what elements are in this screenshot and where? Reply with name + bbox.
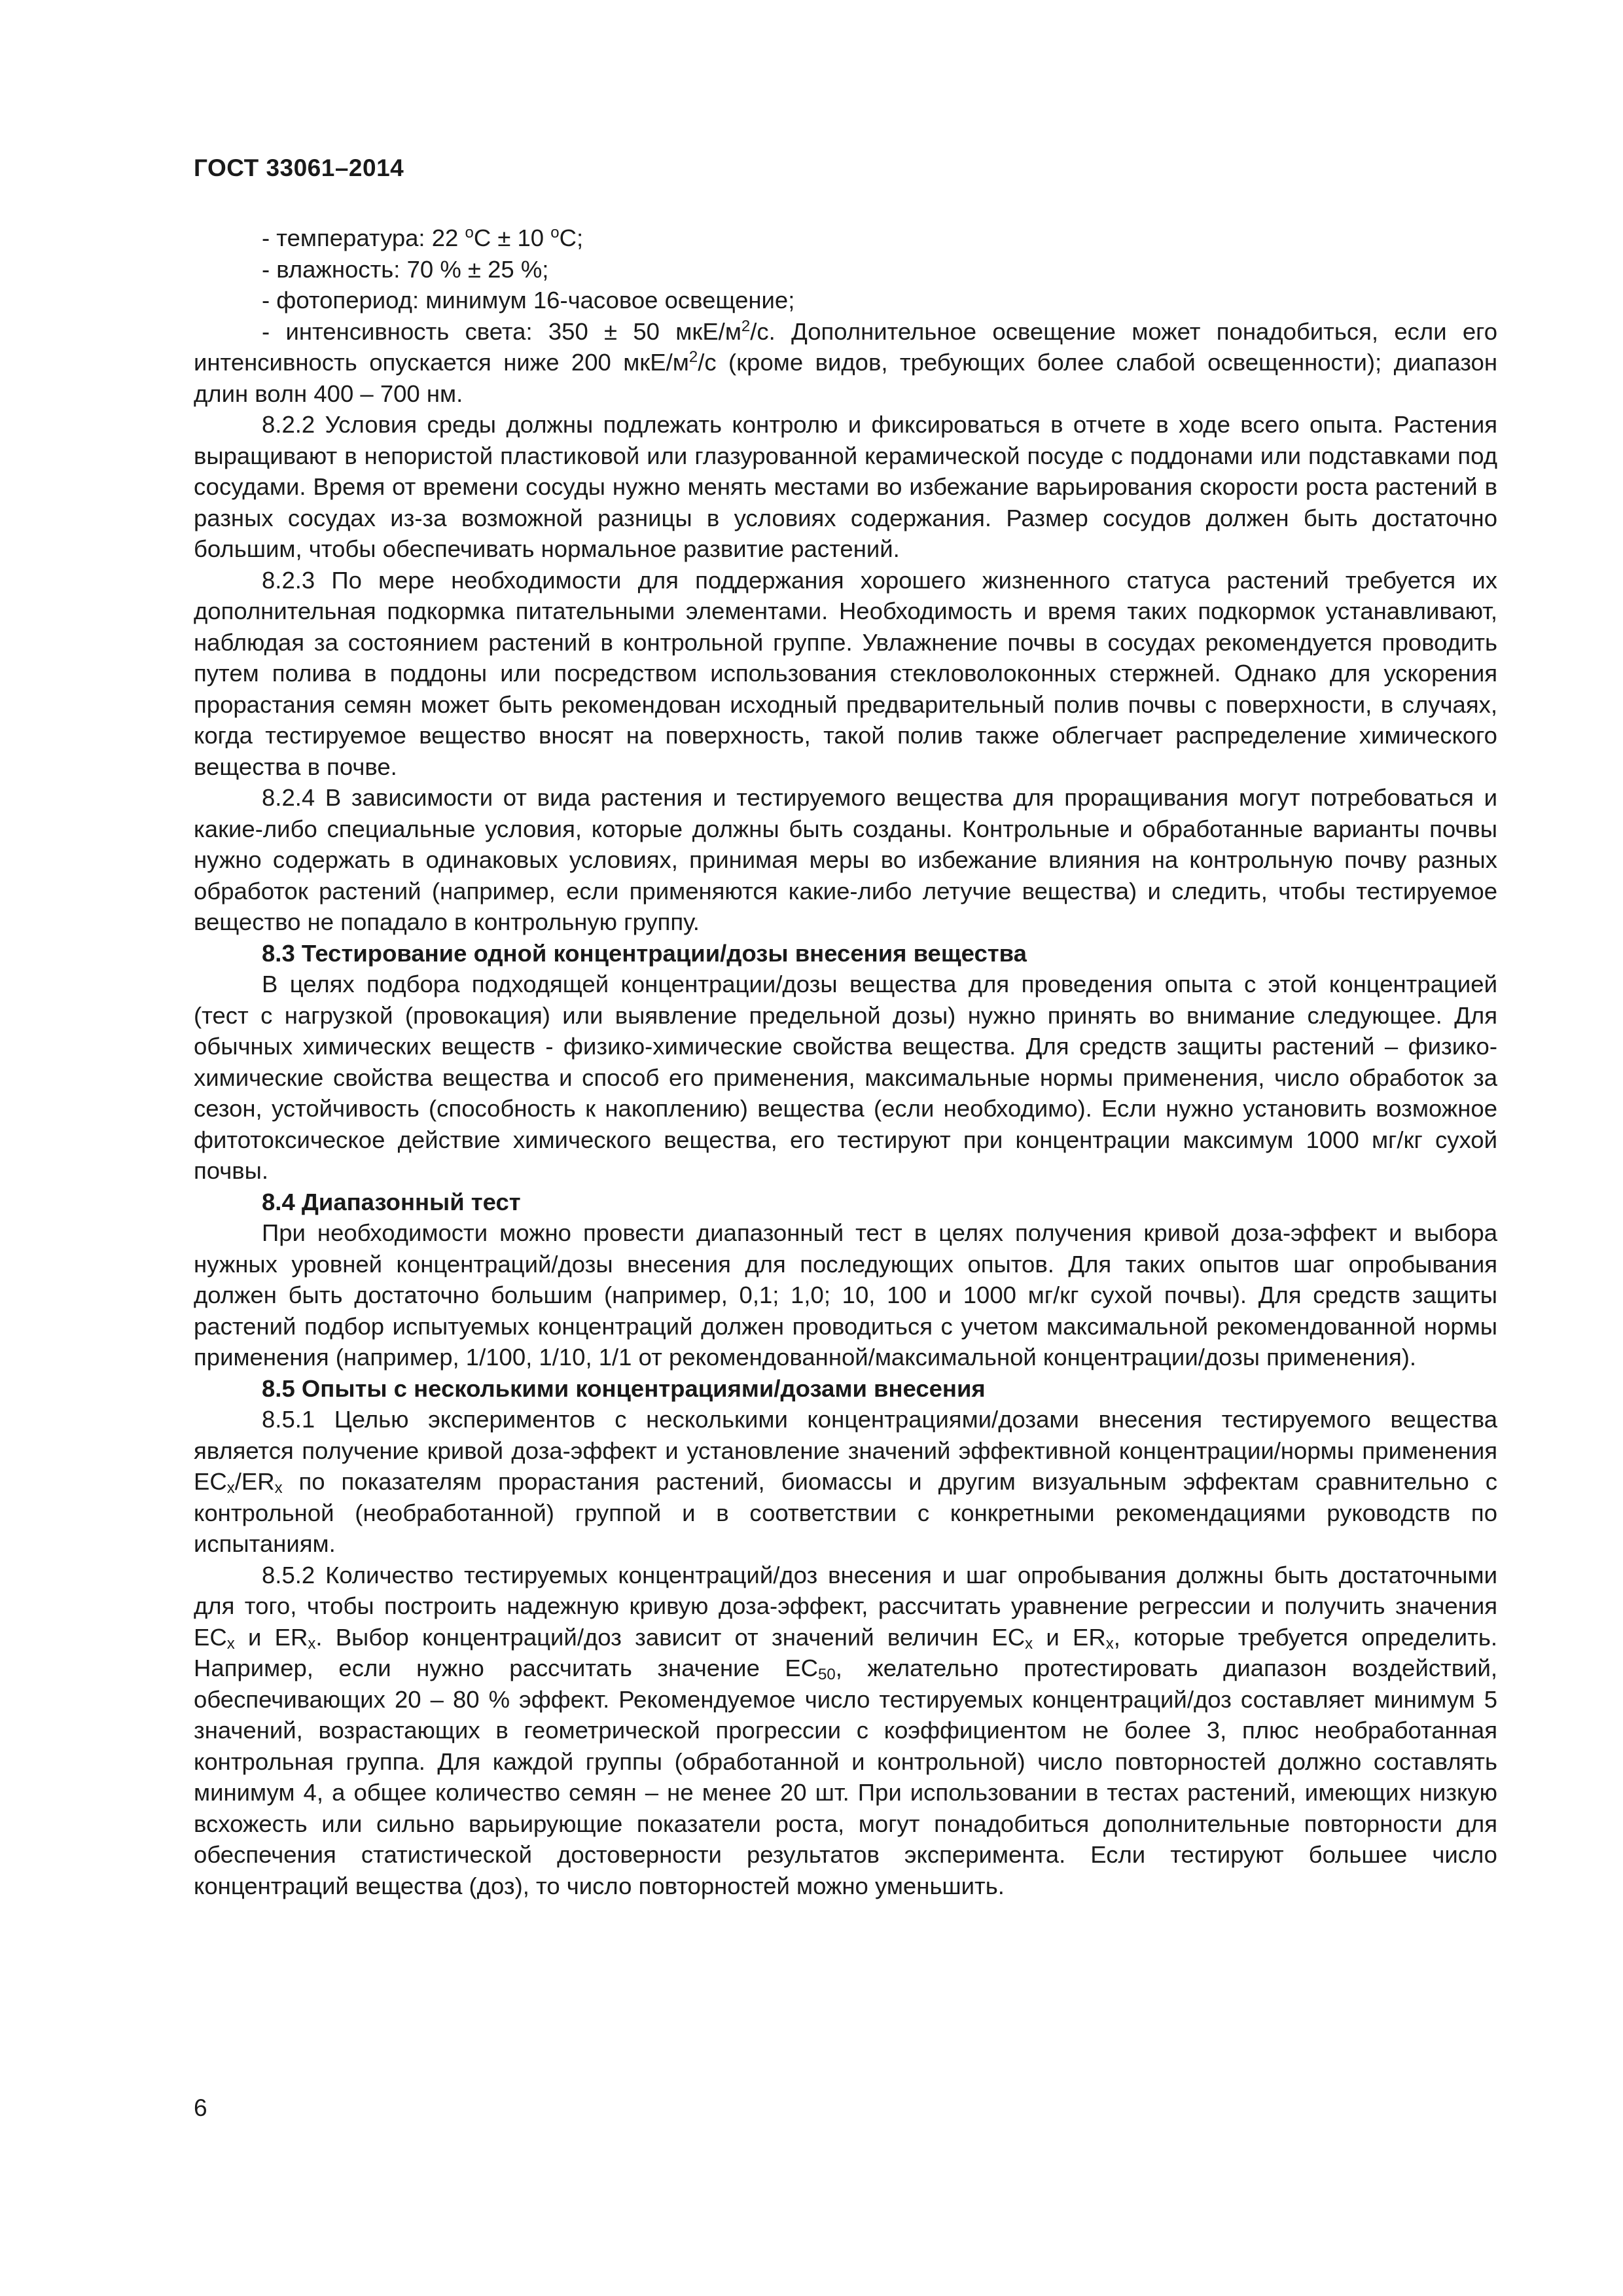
text-run: - фотопериод: минимум 16-часовое освещение;	[262, 287, 795, 314]
list-item-light-intensity	[194, 316, 1497, 410]
text-run: /ER	[234, 1468, 275, 1495]
text-run: , желательно протестировать диапазон воздействий, обеспечивающих 20 – 80 % эффект. Рекомендуемое число тестируемых концентраций/доз составляет минимум 5 значений, возрастающих в геометрической прогрессии с коэффициентом не более 3, плюс необработанная контрольная группа. Для каждой группы (обработанной и контрольной) число повторностей должно составлять минимум 4, а общее количество семян – не менее 20 шт. При использовании в тестах растений, имеющих низкую всхожесть или сильно варьирующие показатели роста, могут понадобиться дополнительные повторности для обеспечения статистической достоверности результатов эксперимента. Если тестируют большее число концентраций вещества (доз), то число повторностей можно уменьшить.	[194, 1655, 1497, 1899]
text-run: С;	[559, 224, 584, 251]
text-run: - интенсивность света: 350 ± 50 мкЕ/м	[262, 317, 741, 345]
text-run: - температура: 22	[262, 224, 465, 251]
paragraph-8-3	[194, 969, 1497, 1187]
subscript: x	[1105, 1634, 1114, 1653]
text-run: В целях подбора подходящей концентрации/дозы вещества для проведения опыта с этой концентрацией (тест с нагрузкой (провокация) или выявление предельной дозы) нужно принять во внимание следующее. Для обычных химических веществ - физико-химические свойства вещества. Для средств защиты растений – физико-химические свойства вещества и способ его применения, максимальные нормы применения, число обработок за сезон, устойчивость (способность к накоплению) вещества (если необходимо). Если нужно установить возможное фитотоксическое действие химического вещества, его тестируют при концентрации максимум 1000 мг/кг сухой почвы.	[194, 971, 1497, 1184]
section-heading-8-3	[194, 938, 1497, 969]
text-run: и ER	[234, 1623, 308, 1651]
text-run: При необходимости можно провести диапазонный тест в целях получения кривой доза-эффект и выбора нужных уровней концентраций/дозы внесения для последующих опытов. Для таких опытов шаг опробывания должен быть достаточно большим (например, 0,1; 1,0; 10, 100 и 1000 мг/кг сухой почвы). Для средств защиты растений подбор испытуемых концентраций должен проводиться с учетом максимальной рекомендованной нормы применения (например, 1/100, 1/10, 1/1 от рекомендованной/максимальной концентрации/дозы применения).	[194, 1219, 1497, 1371]
subscript: x	[274, 1479, 283, 1497]
text-run: 8.5.1 Целью экспериментов с несколькими концентрациями/дозами внесения тестируемого вещества является получение кривой доза-эффект и установление значений эффективной концентрации/нормы применения EC	[194, 1406, 1497, 1495]
subscript: x	[226, 1479, 235, 1497]
superscript: 2	[688, 348, 698, 366]
text-run: и ER	[1033, 1623, 1106, 1651]
document-body	[194, 223, 1497, 1901]
subscript: x	[308, 1634, 316, 1653]
text-run: 8.2.4 В зависимости от вида растения и тестируемого вещества для проращивания могут потребоваться и какие-либо специальные условия, которые должны быть созданы. Контрольные и обработанные варианты почвы нужно содержать в одинаковых условиях, принимая меры во избежание влияния на контрольную почву разных обработок растений (например, если применяются какие-либо летучие вещества) и следить, чтобы тестируемое вещество не попадало в контрольную группу.	[194, 784, 1497, 935]
text-run: 8.2.3 По мере необходимости для поддержания хорошего жизненного статуса растений требуется их дополнительная подкормка питательными элементами. Необходимость и время таких подкормок устанавливают, наблюдая за состоянием растений в контрольной группе. Увлажнение почвы в сосудах рекомендуется проводить путем полива в поддоны или посредством использования стекловолоконных стержней. Однако для ускорения прорастания семян может быть рекомендован исходный предварительный полив почвы с поверхности, в случаях, когда тестируемое вещество вносят на поверхность, такой полив также облегчает распределение химического вещества в почве.	[194, 566, 1497, 780]
superscript: 2	[741, 317, 751, 335]
document-code: ГОСТ 33061–2014	[194, 154, 404, 181]
superscript: о	[465, 223, 474, 242]
paragraph-8-5-2	[194, 1560, 1497, 1902]
text-run: 8.3 Тестирование одной концентрации/дозы внесения вещества	[262, 939, 1027, 967]
paragraph-8-2-4	[194, 782, 1497, 938]
subscript: x	[1025, 1634, 1033, 1653]
superscript: о	[550, 223, 560, 242]
text-run: . Выбор концентраций/доз зависит от значений величин EC	[315, 1623, 1026, 1651]
paragraph-8-2-2	[194, 409, 1497, 565]
list-item-humidity	[194, 254, 1497, 285]
text-run: по показателям прорастания растений, биомассы и другим визуальным эффектам сравнительно с контрольной (необработанной) группой и в соответствии с конкретными рекомендациями руководств по испытаниям.	[194, 1468, 1497, 1557]
text-run: 8.5.2 Количество тестируемых концентраций/доз внесения и шаг опробывания должны быть достаточными для того, чтобы построить надежную кривую доза-эффект, рассчитать уравнение регрессии и получить значения EC	[194, 1561, 1497, 1651]
text-run: - влажность: 70 % ± 25 %;	[262, 255, 549, 283]
text-run: /с (кроме видов, требующих более слабой освещенности); диапазон длин волн 400 – 700 нм.	[194, 349, 1498, 407]
section-heading-8-4	[194, 1187, 1497, 1218]
list-item-photoperiod	[194, 285, 1497, 316]
text-run: С ± 10	[473, 224, 551, 251]
paragraph-8-4	[194, 1217, 1497, 1373]
list-item-temperature	[194, 223, 1497, 254]
text-run: /с. Дополнительное освещение может понадобиться, если его интенсивность опускается ниже 200 мкЕ/м	[194, 317, 1497, 376]
section-heading-8-5	[194, 1373, 1497, 1405]
subscript: x	[226, 1634, 235, 1653]
paragraph-8-2-3	[194, 565, 1497, 783]
paragraph-8-5-1	[194, 1404, 1497, 1560]
text-run: 8.4 Диапазонный тест	[262, 1188, 521, 1215]
subscript: 50	[818, 1665, 836, 1683]
text-run: 8.2.2 Условия среды должны подлежать контролю и фиксироваться в отчете в ходе всего опыта. Растения выращивают в непористой пластиковой или глазурованной керамической посуде с поддонами или подставками под сосудами. Время от времени сосуды нужно менять местами во избежание варьирования скорости роста растений в разных сосудах из-за возможной разницы в условиях содержания. Размер сосудов должен быть достаточно большим, чтобы обеспечивать нормальное развитие растений.	[194, 411, 1497, 562]
page-number: 6	[194, 2094, 207, 2121]
text-run: , которые требуется определить. Например, если нужно рассчитать значение EC	[194, 1623, 1498, 1681]
text-run: 8.5 Опыты с несколькими концентрациями/дозами внесения	[262, 1374, 986, 1402]
